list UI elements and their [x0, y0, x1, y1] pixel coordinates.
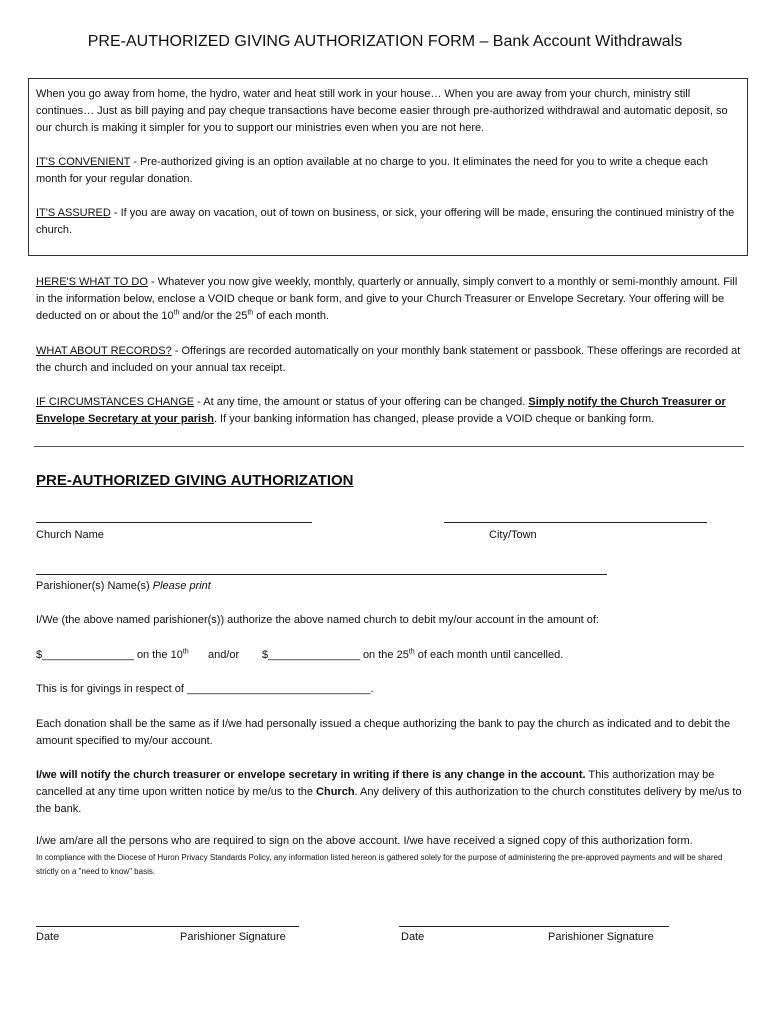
- please-print-note: Please print: [152, 580, 211, 592]
- records-label: WHAT ABOUT RECORDS?: [36, 345, 172, 357]
- notify-bold: I/we will notify the church treasurer or envelope secretary in writing if there is any change in the account.: [36, 769, 586, 781]
- and-or-text: and/or: [208, 649, 240, 661]
- notify-text: This authorization may be cancelled at any time upon written notice by me/us to the: [36, 769, 715, 798]
- convenient-text: - Pre-authorized giving is an option available at no charge to you. It eliminates the need for you to write a cheque each month for your regular donation.: [36, 156, 709, 185]
- circumstances-label: IF CIRCUMSTANCES CHANGE: [36, 396, 195, 408]
- intro-paragraph: When you go away from home, the hydro, water and heat still work in your house… When you are away from your church, ministry still continues… Just as bill paying and pay cheque transactions have become easier through pre-authorized withdrawal and automatic deposit, so our church is making it simpler for you to support our ministries even when you are not here.: [36, 88, 728, 134]
- superscript-th: th: [173, 309, 180, 317]
- date-label-2: Date: [401, 931, 425, 943]
- amount-25th-text: $_______________ on the 25: [262, 649, 409, 661]
- section-divider: [34, 446, 744, 447]
- assured-text: - If you are away on vacation, out of town on business, or sick, your offering will be made, ensuring the continued ministry of the church.: [36, 207, 735, 236]
- city-line[interactable]: [444, 522, 707, 523]
- convenient-label: IT'S CONVENIENT: [36, 156, 131, 168]
- until-cancelled-text: of each month until cancelled.: [414, 649, 564, 661]
- what-to-do-end: of each month.: [253, 310, 330, 322]
- amount-25th-field[interactable]: [262, 649, 563, 661]
- date-label-1: Date: [36, 931, 60, 943]
- circumstances-text: - At any time, the amount or status of your offering can be changed.: [194, 396, 529, 408]
- superscript-th: th: [182, 648, 189, 656]
- records-paragraph: [36, 343, 746, 377]
- church-name-line[interactable]: [36, 522, 312, 523]
- assured-label: IT'S ASSURED: [36, 207, 111, 219]
- notify-end: . Any delivery of this authorization to the church constitutes delivery by me/us to the bank.: [36, 786, 742, 815]
- authorization-heading: PRE-AUTHORIZED GIVING AUTHORIZATION: [36, 472, 354, 489]
- persons-statement: I/we am/are all the persons who are required to sign on the above account. I/we have received a signed copy of this authorization form.: [36, 835, 693, 847]
- parishioner-name-line[interactable]: [36, 574, 607, 575]
- amount-10th-field[interactable]: [36, 649, 189, 661]
- each-donation-paragraph: Each donation shall be the same as if I/we had personally issued a cheque authorizing the bank to pay the church as indicated and to debit the amount specified to my/our account.: [36, 718, 731, 747]
- signature-line-1[interactable]: [36, 926, 299, 927]
- what-to-do-mid: and/or the 25: [179, 310, 248, 322]
- what-to-do-text: - Whatever you now give weekly, monthly, quarterly or annually, simply convert to a monthly or semi-monthly amount. Fill in the information below, enclose a VOID cheque or bank form, and give to your Church Treasurer or Envelope Secretary. Your offering will be deducted on or about the 10: [36, 276, 738, 322]
- givings-field[interactable]: This is for givings in respect of ______________________________.: [36, 683, 374, 695]
- city-label: City/Town: [489, 529, 537, 541]
- circumstances-paragraph: [36, 394, 746, 428]
- signature-line-2[interactable]: [399, 926, 669, 927]
- what-to-do-label: HERE'S WHAT TO DO: [36, 276, 148, 288]
- signature-label-1: Parishioner Signature: [180, 931, 286, 943]
- amount-10th-text: $_______________ on the 10: [36, 649, 183, 661]
- circumstances-bold: Simply notify the Church Treasurer or Envelope Secretary at your parish: [36, 396, 726, 425]
- privacy-notice: In compliance with the Diocese of Huron Privacy Standards Policy, any information listed hereon is gathered solely for the purpose of administering the pre-approved payments and will be shared strictly on a "need to know" basis.: [36, 853, 723, 876]
- parishioner-name-label: [36, 580, 211, 592]
- church-name-label: Church Name: [36, 529, 104, 541]
- signature-label-2: Parishioner Signature: [548, 931, 654, 943]
- form-title: PRE-AUTHORIZED GIVING AUTHORIZATION FORM – Bank Account Withdrawals: [87, 33, 683, 50]
- authorize-statement: I/We (the above named parishioner(s)) authorize the above named church to debit my/our account in the amount of:: [36, 614, 599, 626]
- convenient-paragraph: [36, 154, 736, 188]
- assured-paragraph: [36, 205, 736, 239]
- parishioner-name-text: Parishioner(s) Name(s): [36, 580, 150, 592]
- superscript-th: th: [247, 309, 254, 317]
- records-text: - Offerings are recorded automatically on your monthly bank statement or passbook. These offerings are recorded at the church and included on your annual tax receipt.: [36, 345, 741, 374]
- what-to-do-paragraph: [36, 274, 746, 325]
- circumstances-end: . If your banking information has changed, please provide a VOID cheque or banking form.: [213, 413, 655, 425]
- church-bold: Church: [316, 786, 355, 798]
- notify-paragraph: [36, 767, 746, 818]
- superscript-th: th: [408, 648, 415, 656]
